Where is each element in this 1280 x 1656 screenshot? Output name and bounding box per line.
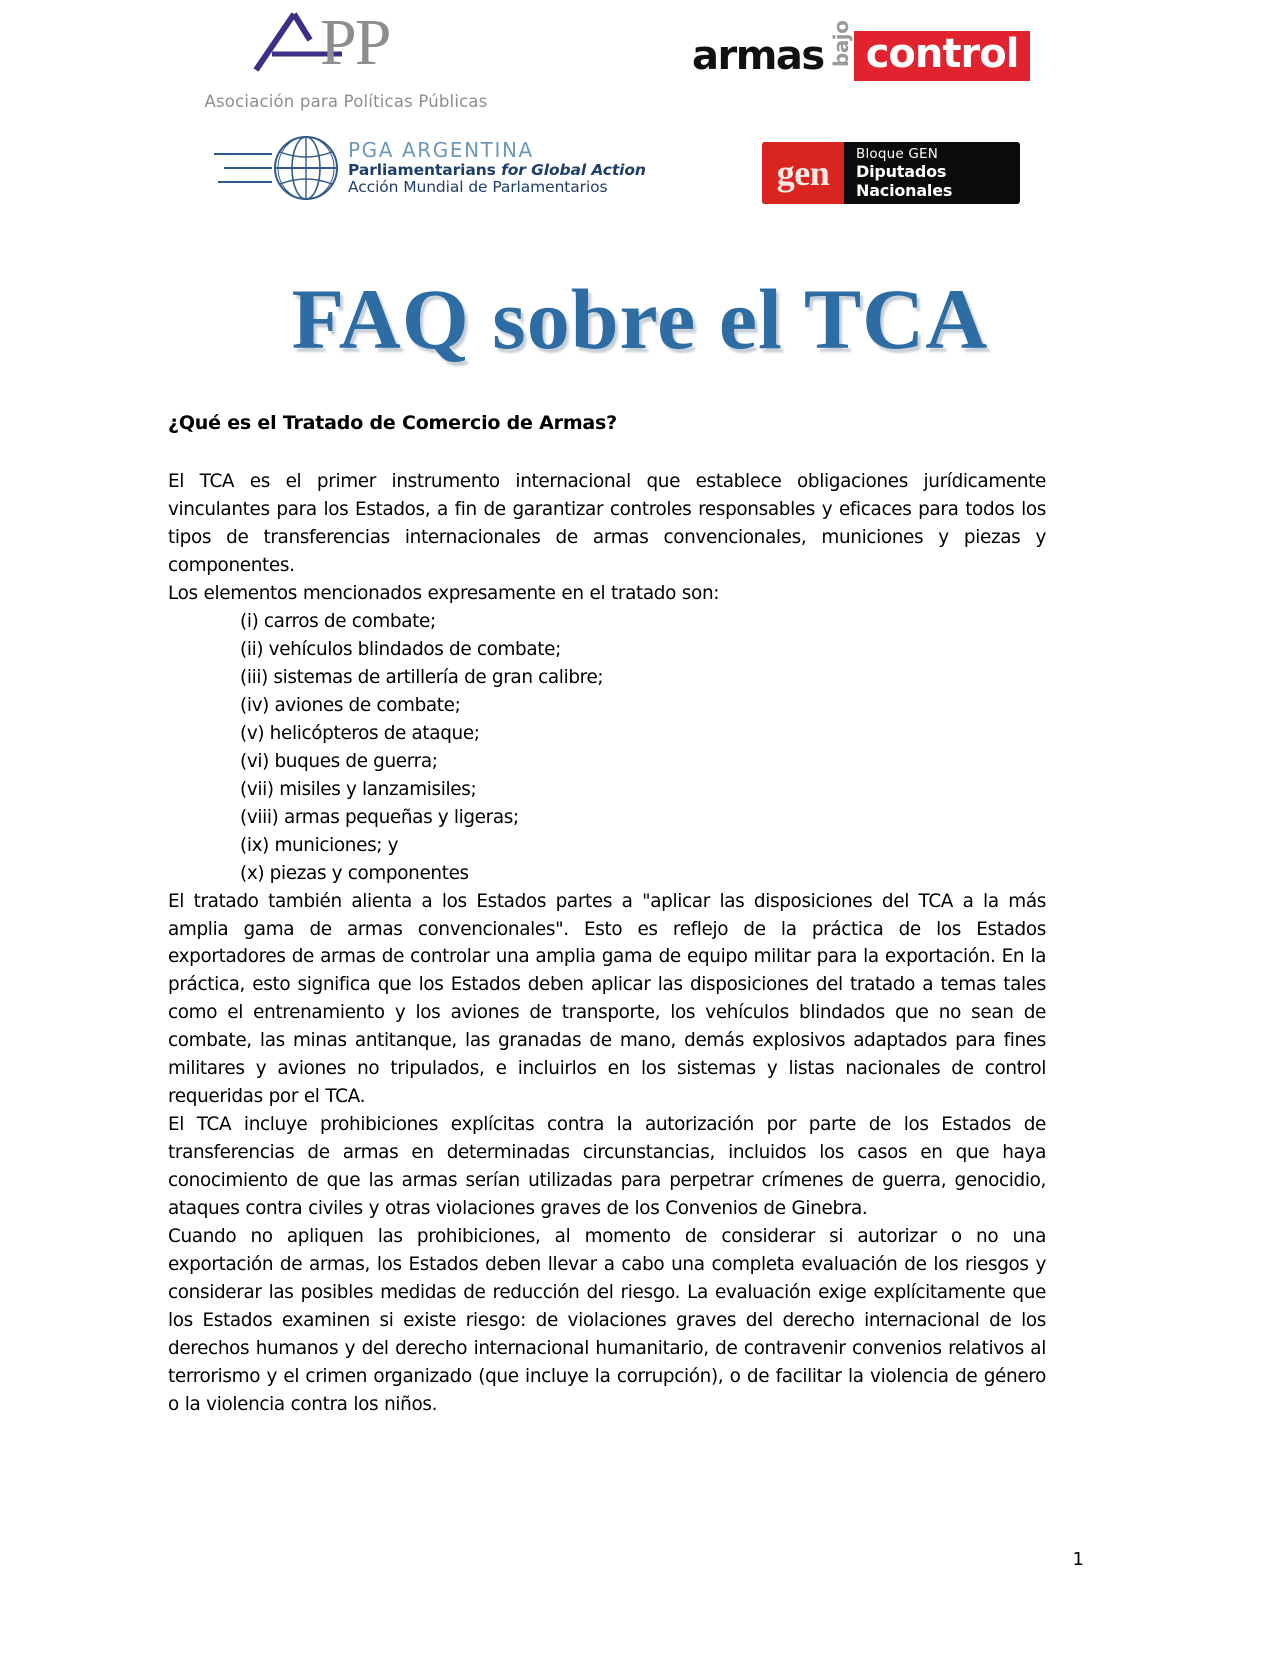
app-logomark — [246, 6, 446, 80]
pga-line-2-bold: Parliamentarians — [348, 160, 502, 179]
list-item: (x) piezas y componentes — [240, 862, 469, 884]
app-subtitle: Asociación para Políticas Públicas — [204, 92, 488, 111]
list-item: (ix) municiones; y — [240, 834, 399, 856]
gen-line-2: Diputados Nacionales — [856, 162, 953, 200]
abc-word-armas: armas — [692, 33, 824, 79]
abc-word-control: control — [854, 31, 1031, 81]
paragraph-risk-assessment: Cuando no apliquen las prohibiciones, al momento de considerar si autorizar o no una exportación de armas, los Estados deben llevar a cabo una completa evaluación de los riesgos y considerar las posibles medidas de reducción del riesgo. La evaluación exige explícitamente que los Estados examinen si existe riesgo: de violaciones graves del derecho internacional de los derechos humanos y del derecho internacional humanitario, de contravenir convenios relativos al terrorismo y el crimen organizado (que incluye la corrupción), o de facilitar la violencia de género o la violencia contra los niños. — [168, 1226, 1046, 1415]
gen-mark-box — [762, 142, 844, 204]
page-number: 1 — [1072, 1549, 1084, 1570]
pga-line-3: Acción Mundial de Parlamentarios — [348, 178, 608, 197]
page-title: FAQ sobre el TCA — [291, 271, 989, 367]
list-item: (vi) buques de guerra; — [240, 750, 438, 772]
logo-pga-argentina — [272, 134, 646, 202]
app-pp-letters: PP — [320, 6, 390, 79]
logo-gen — [762, 142, 1020, 204]
pga-text-block — [348, 139, 646, 196]
paragraph-prohibitions: El TCA incluye prohibiciones explícitas contra la autorización por parte de los Estados de transferencias de armas en determinadas circunstancias, incluidos los casos en que haya conocimiento de que las armas serían utilizadas para perpetrar crímenes de guerra, genocidio, ataques contra civiles y otras violaciones graves de los Convenios de Ginebra. — [168, 1114, 1046, 1220]
logo-armas-bajo-control — [692, 20, 1030, 82]
list-item: (viii) armas pequeñas y ligeras; — [240, 806, 519, 828]
document-body — [168, 412, 1046, 1419]
logo-band — [0, 0, 1280, 230]
gen-mark-text: gen — [776, 153, 830, 193]
question-heading: ¿Qué es el Tratado de Comercio de Armas? — [168, 412, 617, 434]
gen-text-block — [844, 142, 1020, 204]
paragraph-broad-scope: El tratado también alienta a los Estados partes a "aplicar las disposiciones del TCA a la más amplia gama de armas convencionales". Esto es reflejo de la práctica de los Estados exportadores de armas de controlar una amplia gama de equipo militar para la exportación. En la práctica, esto significa que los Estados deben aplicar las disposiciones del tratado a temas tales como el entrenamiento y los aviones de transporte, los vehículos blindados que no sean de combate, las minas antitanque, las granadas de mano, demás explosivos adaptados para fines militares y aviones no tripulados, e incluirlos en los sistemas y listas nacionales de control requeridas por el TCA. — [168, 890, 1046, 1108]
logo-app — [196, 6, 496, 111]
covered-items-list — [168, 608, 1046, 888]
paragraph-definition: El TCA es el primer instrumento internacional que establece obligaciones jurídicamente vinculantes para los Estados, a fin de garantizar controles responsables y eficaces para todos los tipos de transferencias internacionales de armas convencionales, municiones y piezas y componentes. — [168, 471, 1046, 576]
list-item: (ii) vehículos blindados de combate; — [240, 638, 561, 660]
list-item: (iv) aviones de combate; — [240, 694, 461, 716]
list-item: (iii) sistemas de artillería de gran calibre; — [240, 666, 604, 688]
list-item: (vii) misiles y lanzamisiles; — [240, 778, 477, 800]
globe-icon — [272, 134, 340, 202]
abc-word-bajo: bajo — [828, 20, 853, 67]
pga-line-1: PGA ARGENTINA — [348, 138, 534, 163]
list-item: (v) helicópteros de ataque; — [240, 722, 480, 744]
pga-line-2-italic: for Global Action — [501, 160, 646, 179]
list-item: (i) carros de combate; — [240, 610, 436, 632]
gen-line-1: Bloque GEN — [856, 146, 939, 162]
speed-lines-icon — [214, 148, 276, 190]
pga-line-2 — [348, 162, 646, 179]
paragraph-list-intro: Los elementos mencionados expresamente en el tratado son: — [168, 582, 720, 604]
